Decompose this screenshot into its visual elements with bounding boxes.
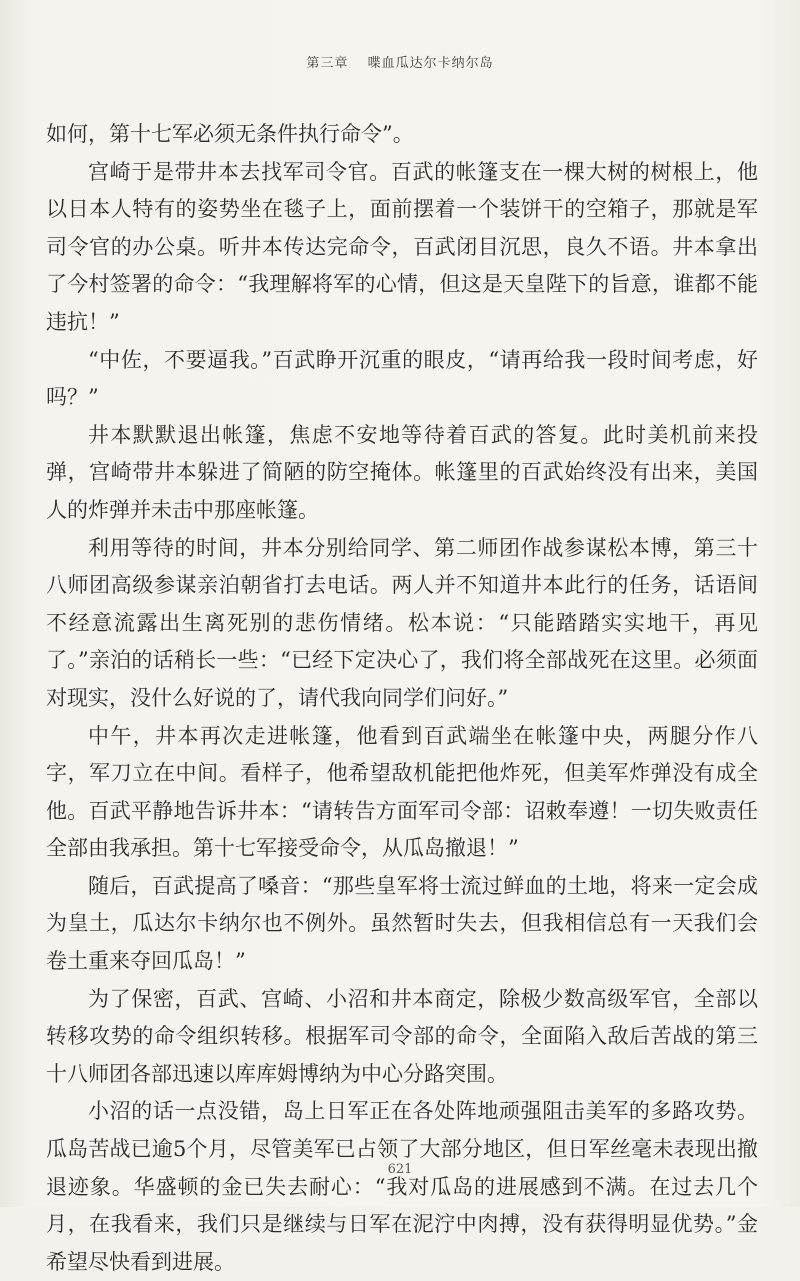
paragraph: 宫崎于是带井本去找军司令官。百武的帐篷支在一棵大树的树根上，他以日本人特有的姿势坐在毯子上，面前摆着一个装饼干的空箱子，那就是军司令官的办公桌。听井本传达完命令，百武闭目沉思，良久不语。井本拿出了今村签署的命令：“我理解将军的心情，但这是天皇陛下的旨意，谁都不能违抗！” xyxy=(46,159,758,334)
paragraph: “中佐，不要逼我。”百武睁开沉重的眼皮，“请再给我一段时间考虑，好吗？” xyxy=(46,347,758,410)
paragraph: 为了保密，百武、宫崎、小沼和井本商定，除极少数高级军官，全部以转移攻势的命令组织转移。根据军司令部的命令，全面陷入敌后苦战的第三十八师团各部迅速以库库姆博纳为中心分路突围。 xyxy=(46,986,758,1086)
body-text xyxy=(46,116,758,1281)
page-number: 621 xyxy=(387,1162,413,1177)
paragraph: 中午，井本再次走进帐篷，他看到百武端坐在帐篷中央，两腿分作八字，军刀立在中间。看样子，他希望敌机能把他炸死，但美军炸弹没有成全他。百武平静地告诉井本：“请转告方面军司令部：诏敕奉遵！一切失败责任全部由我承担。第十七军接受命令，从瓜岛撤退！” xyxy=(46,723,758,861)
chapter-title: 喋血瓜达尔卡纳尔岛 xyxy=(367,56,494,71)
paragraph: 井本默默退出帐篷，焦虑不安地等待着百武的答复。此时美机前来投弹，宫崎带井本躲进了简陋的防空掩体。帐篷里的百武始终没有出来，美国人的炸弹并未击中那座帐篷。 xyxy=(46,422,758,522)
running-head xyxy=(0,52,800,71)
paragraph: 小沼的话一点没错，岛上日军正在各处阵地顽强阻击美军的多路攻势。瓜岛苦战已逾5个月，尽管美军已占领了大部分地区，但日军丝毫未表现出撤退迹象。华盛顿的金已失去耐心：“我对瓜岛的进展感到不满。在过去几个月，在我看来，我们只是继续与日军在泥泞中肉搏，没有获得明显优势。”金希望尽快看到进展。 xyxy=(46,1099,758,1274)
paragraph: 利用等待的时间，井本分别给同学、第二师团作战参谋松本博，第三十八师团高级参谋亲泊朝省打去电话。两人并不知道井本此行的任务，话语间不经意流露出生离死别的悲伤情绪。松本说：“只能踏踏实实地干，再见了。”亲泊的话稍长一些：“已经下定决心了，我们将全部战死在这里。必须面对现实，没什么好说的了，请代我向同学们问好。” xyxy=(46,535,758,710)
paragraph: 随后，百武提高了嗓音：“那些皇军将士流过鲜血的土地，将来一定会成为皇土，瓜达尔卡纳尔也不例外。虽然暂时失去，但我相信总有一天我们会卷土重来夺回瓜岛！” xyxy=(46,873,758,974)
chapter-label: 第三章 xyxy=(306,56,349,71)
paragraph: 如何，第十七军必须无条件执行命令”。 xyxy=(46,122,414,146)
